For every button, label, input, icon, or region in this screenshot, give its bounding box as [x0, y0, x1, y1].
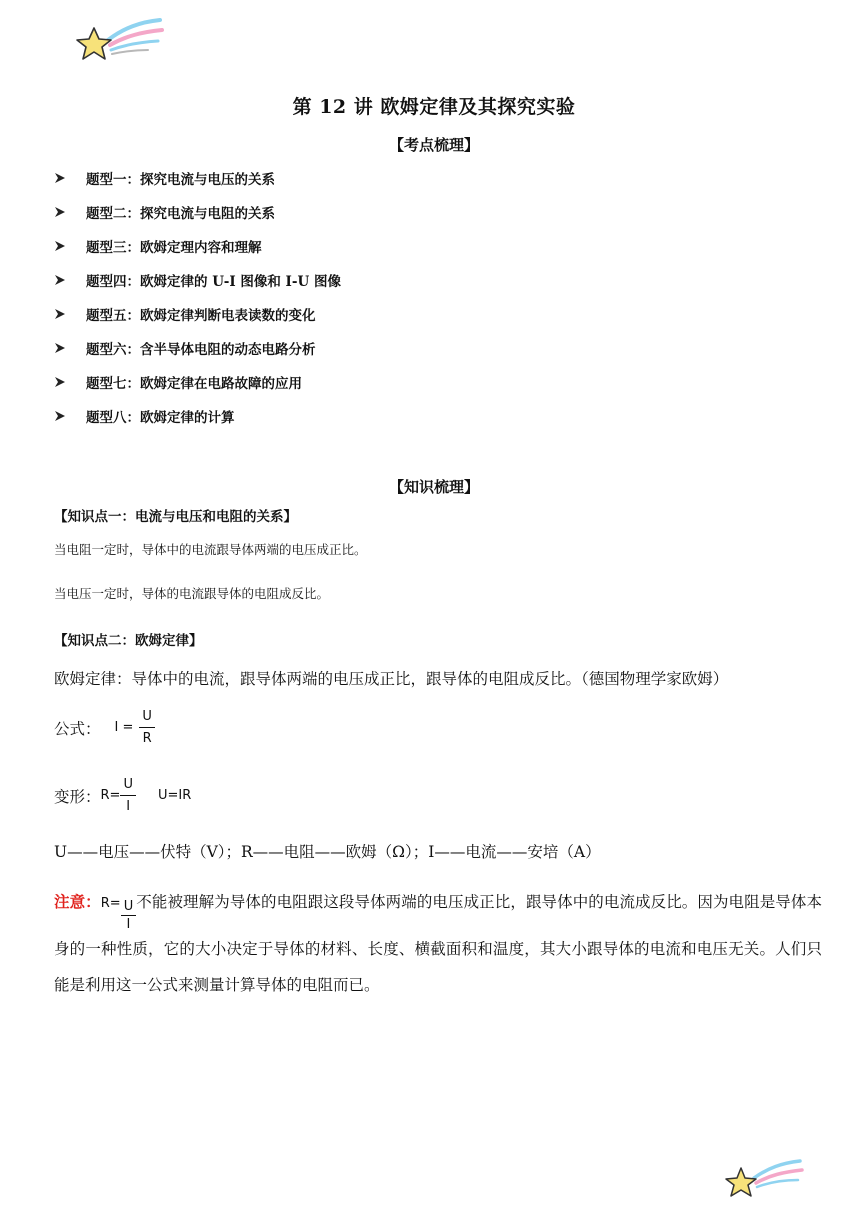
- fraction-numerator: U: [123, 899, 134, 914]
- knowledge-point-2-heading: 【知识点二：欧姆定律】: [54, 633, 203, 649]
- list-item: [54, 372, 302, 392]
- note-label: 注意：: [54, 892, 101, 911]
- fraction-denominator: I: [126, 799, 131, 814]
- unit-definitions: U——电压——伏特（V）；R——电阻——欧姆（Ω）；I——电流——安培（A）: [54, 843, 601, 861]
- topic-label: 题型二：探究电流与电阻的关系: [86, 206, 275, 222]
- section-heading-exam-points: 【考点梳理】: [388, 136, 479, 154]
- arrow-bullet-icon: [54, 172, 66, 184]
- note-fraction: [121, 900, 137, 931]
- topic-label: 题型七：欧姆定律在电路故障的应用: [86, 376, 302, 392]
- formula-row: [54, 710, 155, 745]
- formula-fraction: [139, 710, 155, 745]
- list-item: [54, 406, 235, 426]
- variant-lhs: R=: [100, 788, 121, 803]
- list-item: [54, 168, 275, 188]
- knowledge-point-1-line-1: 当电阻一定时，导体中的电流跟导体两端的电压成正比。: [54, 542, 367, 557]
- topic-label: 题型一：探究电流与电压的关系: [86, 172, 275, 188]
- shooting-star-icon: [74, 14, 166, 64]
- list-item: [54, 304, 316, 324]
- ohms-law-definition: 欧姆定律：导体中的电流，跟导体两端的电压成正比，跟导体的电阻成反比。（德国物理学家欧姆）: [54, 670, 729, 688]
- topic-label: 题型三：欧姆定理内容和理解: [86, 240, 262, 256]
- variant-label: 变形：: [54, 787, 101, 806]
- fraction-denominator: I: [126, 917, 131, 932]
- fraction-numerator: U: [123, 777, 133, 792]
- formula-label: 公式：: [54, 719, 101, 738]
- fraction-denominator: R: [142, 731, 152, 746]
- arrow-bullet-icon: [54, 342, 66, 354]
- note-paragraph: [54, 884, 822, 1003]
- variant-fraction: [120, 778, 136, 813]
- knowledge-point-1-heading: 【知识点一：电流与电压和电阻的关系】: [54, 509, 297, 525]
- list-item: [54, 202, 275, 222]
- topic-label: 题型四：欧姆定律的 U-I 图像和 I-U 图像: [86, 274, 341, 290]
- knowledge-point-1-line-2: 当电压一定时，导体的电流跟导体的电阻成反比。: [54, 586, 330, 601]
- arrow-bullet-icon: [54, 308, 66, 320]
- topic-label: 题型六：含半导体电阻的动态电路分析: [86, 342, 316, 358]
- arrow-bullet-icon: [54, 274, 66, 286]
- topic-label: 题型五：欧姆定律判断电表读数的变化: [86, 308, 316, 324]
- fraction-numerator: U: [142, 709, 152, 724]
- list-item: [54, 270, 341, 290]
- formula-lhs: I =: [114, 720, 134, 735]
- arrow-bullet-icon: [54, 206, 66, 218]
- formula-variant-row: [54, 778, 191, 813]
- page-title: 第 12 讲 欧姆定律及其探究实验: [292, 96, 576, 118]
- note-text: 不能被理解为导体的电阻跟这段导体两端的电压成正比，跟导体中的电流成反比。因为电阻是导体本身的一种性质，它的大小决定于导体的材料、长度、横截面积和温度，其大小跟导体的电流和电压无关。人们只能是利用这一公式来测量计算导体的电阻而已。: [54, 893, 822, 994]
- section-heading-knowledge: 【知识梳理】: [388, 478, 479, 496]
- arrow-bullet-icon: [54, 410, 66, 422]
- arrow-bullet-icon: [54, 240, 66, 252]
- arrow-bullet-icon: [54, 376, 66, 388]
- list-item: [54, 338, 316, 358]
- list-item: [54, 236, 262, 256]
- shooting-star-icon: [724, 1156, 804, 1200]
- note-lhs: R=: [100, 896, 121, 911]
- topic-label: 题型八：欧姆定律的计算: [86, 410, 235, 426]
- variant-second-formula: U=IR: [157, 788, 192, 803]
